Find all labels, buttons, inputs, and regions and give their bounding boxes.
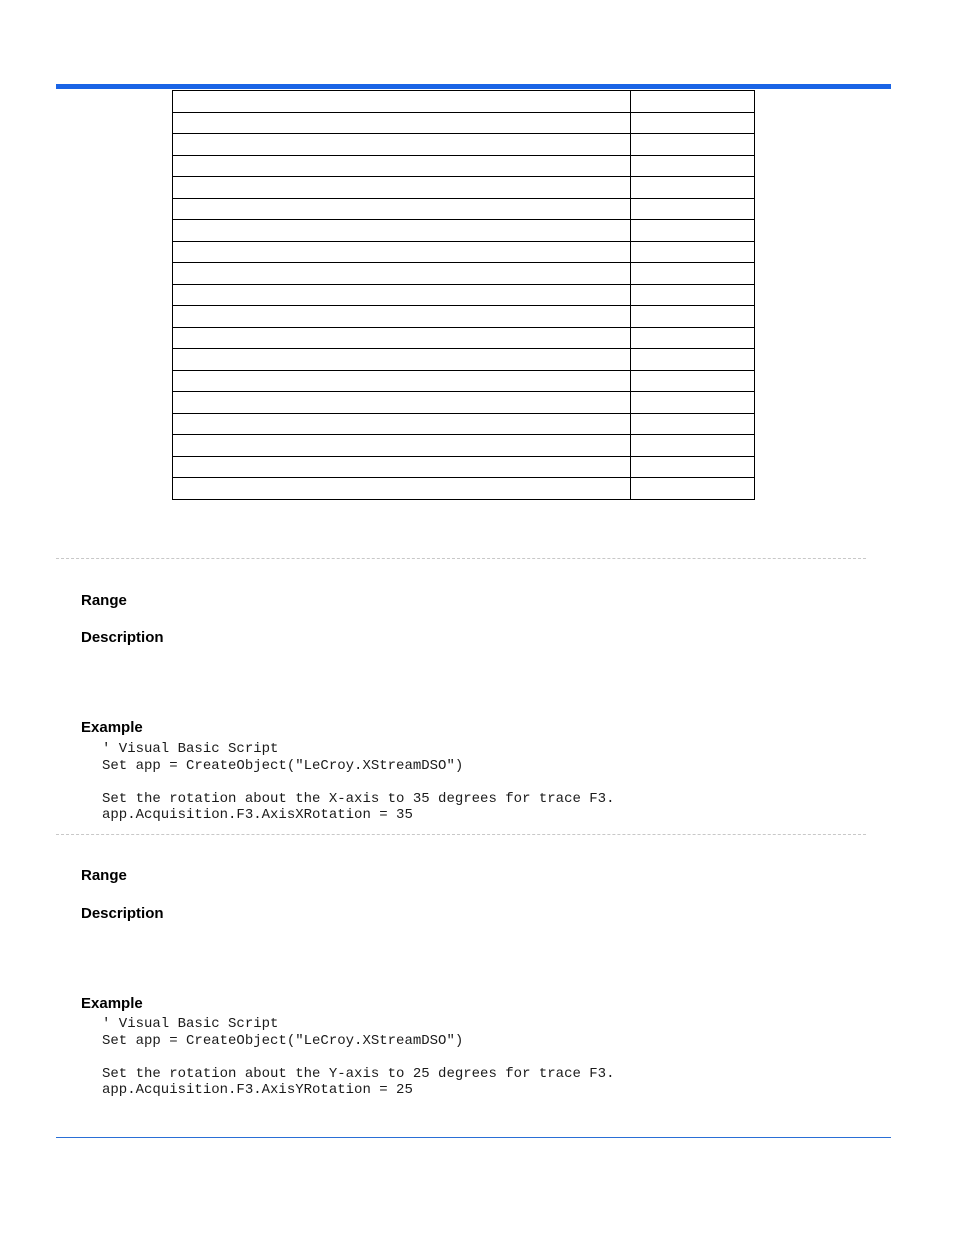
code-line: Set the rotation about the Y-axis to 25 degrees for trace F3. bbox=[102, 1065, 615, 1082]
table-cell-value bbox=[631, 91, 755, 113]
table-cell-name bbox=[173, 220, 631, 242]
table-cell-name bbox=[173, 478, 631, 500]
code-line: app.Acquisition.F3.AxisYRotation = 25 bbox=[102, 1082, 413, 1098]
table-row bbox=[173, 327, 755, 349]
table-row bbox=[173, 177, 755, 199]
table-cell-name bbox=[173, 327, 631, 349]
table-cell-value bbox=[631, 241, 755, 263]
table-row bbox=[173, 370, 755, 392]
table-row bbox=[173, 263, 755, 285]
table-row bbox=[173, 349, 755, 371]
table-row bbox=[173, 456, 755, 478]
table-row bbox=[173, 134, 755, 156]
table-cell-name bbox=[173, 413, 631, 435]
footer-rule bbox=[56, 1137, 891, 1138]
table-cell-value bbox=[631, 478, 755, 500]
table-cell-value bbox=[631, 413, 755, 435]
table-cell-value bbox=[631, 198, 755, 220]
table-row bbox=[173, 91, 755, 113]
code-line: Set app = CreateObject("LeCroy.XStreamDSO") bbox=[102, 1032, 464, 1049]
section-divider bbox=[56, 558, 866, 559]
table-cell-value bbox=[631, 263, 755, 285]
table-cell-name bbox=[173, 112, 631, 134]
table-cell-name bbox=[173, 241, 631, 263]
table-cell-name bbox=[173, 306, 631, 328]
values-table bbox=[172, 90, 755, 500]
table-cell-name bbox=[173, 263, 631, 285]
table-row bbox=[173, 478, 755, 500]
table-cell-value bbox=[631, 392, 755, 414]
table-cell-value bbox=[631, 112, 755, 134]
table-cell-name bbox=[173, 349, 631, 371]
example-heading: Example bbox=[81, 719, 143, 736]
description-heading: Description bbox=[81, 629, 164, 646]
table-cell-value bbox=[631, 456, 755, 478]
code-line: Set the rotation about the X-axis to 35 degrees for trace F3. bbox=[102, 790, 615, 807]
table-cell-name bbox=[173, 370, 631, 392]
range-heading: Range bbox=[81, 867, 127, 884]
description-heading: Description bbox=[81, 905, 164, 922]
code-line: ' Visual Basic Script bbox=[102, 741, 279, 757]
code-line: app.Acquisition.F3.AxisXRotation = 35 bbox=[102, 807, 413, 823]
table-cell-value bbox=[631, 306, 755, 328]
table-row bbox=[173, 306, 755, 328]
table-cell-value bbox=[631, 134, 755, 156]
table-row bbox=[173, 241, 755, 263]
table-cell-value bbox=[631, 349, 755, 371]
table-cell-value bbox=[631, 177, 755, 199]
table-cell-name bbox=[173, 91, 631, 113]
code-line: ' Visual Basic Script bbox=[102, 1016, 279, 1032]
code-line: Set app = CreateObject("LeCroy.XStreamDSO") bbox=[102, 757, 464, 774]
code-example bbox=[102, 1016, 614, 1099]
table-cell-value bbox=[631, 435, 755, 457]
table-cell-name bbox=[173, 456, 631, 478]
table-row bbox=[173, 413, 755, 435]
table-row bbox=[173, 155, 755, 177]
table-cell-name bbox=[173, 177, 631, 199]
table-cell-name bbox=[173, 392, 631, 414]
range-heading: Range bbox=[81, 592, 127, 609]
example-heading: Example bbox=[81, 995, 143, 1012]
table-cell-value bbox=[631, 220, 755, 242]
table-cell-value bbox=[631, 155, 755, 177]
table-cell-name bbox=[173, 155, 631, 177]
header-rule bbox=[56, 84, 891, 89]
code-example bbox=[102, 741, 614, 824]
table-row bbox=[173, 284, 755, 306]
section-divider bbox=[56, 834, 866, 835]
table-cell-name bbox=[173, 284, 631, 306]
table-row bbox=[173, 220, 755, 242]
table-cell-name bbox=[173, 435, 631, 457]
values-table-body bbox=[173, 91, 755, 500]
table-row bbox=[173, 112, 755, 134]
table-cell-value bbox=[631, 370, 755, 392]
table-cell-value bbox=[631, 284, 755, 306]
table-cell-name bbox=[173, 134, 631, 156]
table-cell-value bbox=[631, 327, 755, 349]
table-cell-name bbox=[173, 198, 631, 220]
table-row bbox=[173, 198, 755, 220]
table-row bbox=[173, 435, 755, 457]
table-row bbox=[173, 392, 755, 414]
